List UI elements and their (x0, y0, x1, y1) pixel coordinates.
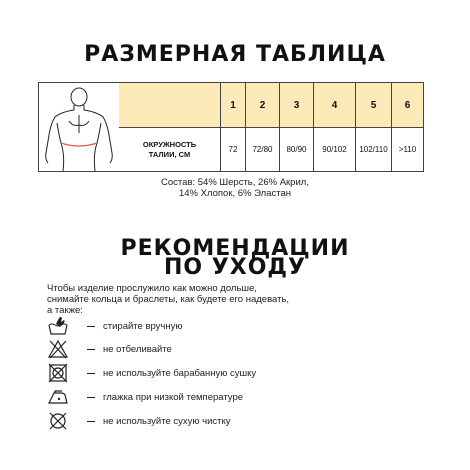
size-header-cell: 1 (220, 83, 245, 127)
care-item-text: глажка при низкой температуре (103, 391, 244, 403)
size-table-title: РАЗМЕРНАЯ ТАБЛИЦА (84, 42, 386, 67)
waist-row (119, 128, 423, 171)
care-item-text: не отбеливайте (103, 343, 172, 355)
size-header-row (119, 83, 423, 128)
waist-value-cell: 80/90 (279, 128, 313, 171)
waist-label-line: ОКРУЖНОСТЬ (142, 139, 197, 149)
care-item (47, 315, 447, 337)
care-item (47, 410, 447, 432)
care-item-text: не используйте барабанную сушку (103, 367, 257, 379)
dash (87, 326, 95, 327)
waist-mark (61, 143, 97, 146)
composition-text: 14% Хлопок, 6% Эластан (178, 188, 292, 199)
care-intro-line: Чтобы изделие прослужило как можно дольше, (47, 283, 257, 294)
care-item (47, 362, 447, 384)
care-item (47, 386, 447, 408)
size-table (38, 82, 424, 172)
care-intro-line: а также: (47, 305, 83, 316)
care-title: ПО УХОДУ (164, 255, 306, 280)
body-outline-icon (39, 83, 119, 171)
dash (87, 397, 95, 398)
waist-label-line: ТАЛИИ, СМ (148, 149, 191, 159)
care-intro-line: снимайте кольца и браслеты, как будете его надевать, (47, 294, 290, 305)
size-header-cell: 6 (391, 83, 423, 127)
waist-value-cell: 72/80 (245, 128, 279, 171)
size-header-cell: 4 (313, 83, 355, 127)
no-dry-clean-icon (47, 410, 69, 432)
header-blank-cell (119, 83, 220, 127)
hand-wash-icon (47, 315, 69, 337)
dash (87, 421, 95, 422)
waist-value-cell: 90/102 (313, 128, 355, 171)
size-header-cell: 2 (245, 83, 279, 127)
waist-value-cell: 72 (220, 128, 245, 171)
size-header-cell: 3 (279, 83, 313, 127)
no-tumble-dry-icon (47, 362, 69, 384)
dash (87, 373, 95, 374)
waist-value-cell: 102/110 (355, 128, 391, 171)
care-item-text: не используйте сухую чистку (103, 415, 231, 427)
composition-text: Состав: 54% Шерсть, 26% Акрил, (161, 177, 309, 188)
dash (87, 349, 95, 350)
waist-value-cell: >110 (391, 128, 423, 171)
care-item (47, 338, 447, 360)
body-figure-cell (39, 83, 120, 171)
waist-row-label (119, 128, 220, 171)
no-bleach-icon (47, 338, 69, 360)
care-item-text: стирайте вручную (103, 320, 183, 332)
care-intro (47, 283, 427, 316)
care-title: РЕКОМЕНДАЦИИ (120, 236, 350, 261)
iron-low-icon (47, 386, 69, 408)
size-header-cell: 5 (355, 83, 391, 127)
